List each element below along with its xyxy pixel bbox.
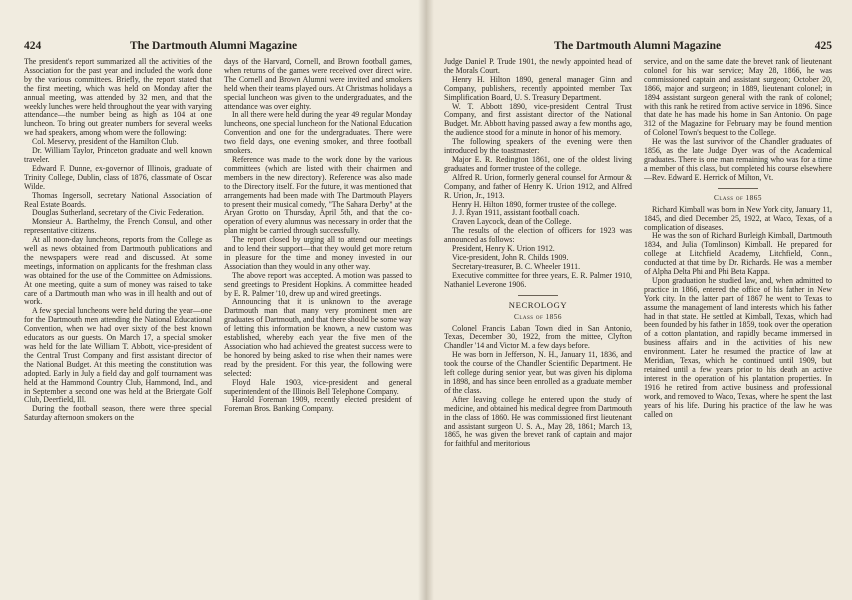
paragraph: Craven Laycock, dean of the College.	[452, 217, 572, 227]
left-column-2	[224, 58, 412, 592]
paragraph: Colonel Francis Laban Town died in San Antonio, Texas, December 30, 1922, from the mittee, Clyfton Chandler '14 and Victor M. a few days before.	[444, 323, 632, 351]
left-column-1	[24, 58, 212, 592]
paragraph: Major E. R. Redington 1861, one of the oldest living graduates and former trustee of the college.	[444, 154, 632, 173]
paragraph: Judge Daniel P. Trude 1901, the newly appointed head of the Morals Court.	[444, 58, 632, 75]
paragraph: days of the Harvard, Cornell, and Brown football games, when returns of the games were received over direct wire. The Cornell and Brown Alumni were invited and smokers held when their teams played ours. At Christmas holidays a special luncheon was given to the undergraduates, and the attendance was over eighty.	[224, 58, 412, 111]
paragraph: The following speakers of the evening were then introduced by the toastmaster:	[444, 137, 632, 156]
paragraph: Richard Kimball was born in New York city, January 11, 1845, and died December 25, 1922, at Waco, Texas, of a complication of diseases.	[644, 204, 832, 232]
paragraph: He was the son of Richard Burleigh Kimball, Dartmouth 1834, and Julia (Tomlinson) Kimball. He prepared for college at Litchfield Academy, Litchfield, Conn., conducted at that time by Dr. Richards. He was a member of Alpha Delta Phi and Phi Beta Kappa.	[644, 231, 832, 277]
paragraph: During the football season, there were three special Saturday afternoon smokers on the	[24, 404, 212, 423]
paragraph: The above report was accepted. A motion was passed to send greetings to President Hopkins. A committee headed by E. R. Palmer '10, drew up and wired greetings.	[224, 270, 412, 298]
class-1856-heading: Class of 1856	[514, 312, 562, 321]
paragraph: Vice-president, John R. Childs 1909.	[452, 252, 569, 262]
paragraph: Upon graduation he studied law, and, when admitted to practice in 1866, entered the office of his father in New York city. In the latter part of 1867 he went to Texas to assume the management of land interests which his father had in that state. He settled at Kimball, Texas, which had been founded by his father in 1859, took over the operation of a cotton plantation, and rapidly became immersed in business affairs and in the activities of his new environment. Later he resumed the practice of law at Meridian, Texas, which he continued until 1909, but retained until a few years prior to his death an active interest in the operation of his plantation properties. In 1916 he retired from active business and professional work, and removed to Waco, Texas, where he spent the last years of his life. During his practice of the law he was called on	[644, 275, 832, 419]
paragraph: Edward F. Dunne, ex-governor of Illinois, graduate of Trinity College, Dublin, class of 1876, classmate of Oscar Wilde.	[24, 163, 212, 191]
paragraph: Dr. William Taylor, Princeton graduate and well known traveler.	[24, 146, 212, 164]
paragraph: service, and on the same date the brevet rank of lieutenant colonel for his war service; May 28, 1866, he was commissioned captain and assistant surgeon; October 20, 1866, major and surgeon; in 1889, lieutenant colonel; in 1894 assistant surgeon general with the rank of colonel; with this rank he retired from active service in 1896. Since that date he has made his home in San Antonio. On page 312 of the Magazine for February may be found mention of Colonel Town's bequest to the College.	[644, 58, 832, 138]
paragraph: Douglas Sutherland, secretary of the Civic Federation.	[32, 208, 204, 218]
paragraph: Col. Meservy, president of the Hamilton Club.	[32, 137, 179, 147]
paragraph: Announcing that it is unknown to the average Dartmouth man that many very prominent men are graduates of Dartmouth, and that there should be some way of letting this information be known, a new custom was established, whereby each year the five men of the Association who had achieved the greatest success were to be honored by being asked to rise when their names were read by the president. For this year, the following were selected:	[224, 297, 412, 378]
paragraph: J. J. Ryan 1911, assistant football coach.	[452, 208, 580, 218]
paragraph: W. T. Abbott 1890, vice-president Central Trust Company, and first assistant director of the National Budget. Mr. Abbott having passed away a few months ago, the audience stood for a minute in honor of his memory.	[444, 101, 632, 138]
right-page	[426, 0, 852, 600]
paragraph: After leaving college he entered upon the study of medicine, and obtained his medical degree from Dartmouth in the class of 1860. He was commissioned first lieutenant and assistant surgeon U. S. A., May 28, 1861; March 13, 1865, he was given the brevet rank of captain and major for faithful and meritorious	[444, 394, 632, 449]
left-page-number: 424	[24, 40, 42, 52]
paragraph: Alfred R. Urion, formerly general counsel for Armour & Company, and father of Henry K. Urion 1912, and Alfred R. Urion, Jr., 1913.	[444, 172, 632, 200]
paragraph: A few special luncheons were held during the year—one for the Dartmouth men attending the National Educational Convention, when we had over sixty of the best known educators as our guests. On March 17, a special smoker was held for the late William T. Abbott, vice-president of the Central Trust Company and first assistant director of the National Budget. At this meeting the constitution was adopted. Early in July a field day and golf tournament was held at the Hammond Country Club, Hammond, Ind., and in September a second one was held at the Briergate Golf Club, Deerfield, Ill.	[24, 306, 212, 405]
right-column-1	[444, 58, 632, 592]
paragraph: He was born in Jefferson, N. H., January 11, 1836, and took the course of the Chandler Scientific Department. He left college during senior year, but was given his diploma in 1898, and has since been enrolled as a graduate member of the class.	[444, 350, 632, 395]
paragraph: The report closed by urging all to attend our meetings and to lend their support—that they would get more return in pleasure for the time and money invested in our Association than they would in any other way.	[224, 235, 412, 271]
paragraph: Floyd Hale 1903, vice-president and general superintendent of the Illinois Bell Telephone Company.	[224, 377, 412, 396]
paragraph: Executive committee for three years, E. R. Palmer 1910, Nathaniel Leverone 1906.	[444, 270, 632, 289]
right-running-head: The Dartmouth Alumni Magazine	[554, 40, 722, 52]
book-gutter	[418, 0, 434, 600]
paragraph: Monsieur A. Barthelmy, the French Consul, and other representative citizens.	[24, 217, 212, 236]
paragraph: The president's report summarized all the activities of the Association for the past year and included the work done by the various committees. Briefly, the report stated that the first meeting, which was held on Monday after the annual meeting, was attended by 32 men, and that the weekly lunches were held throughout the year with varying attendance—the number being as high as 104 at one luncheon. To bring out greater numbers for several weeks we had speakers, among whom were the following:	[24, 58, 212, 138]
paragraph: He was the last survivor of the Chandler graduates of 1856, as the late Judge Dyer was of the Academical graduates. There is one man remaining who was for a time a member of this class, but completed his course elsewhere—Rev. Edward E. Herrick of Milton, Vt.	[644, 137, 832, 182]
right-page-number: 425	[814, 40, 832, 52]
necrology-heading: NECROLOGY	[508, 299, 568, 310]
paragraph: Harold Foreman 1909, recently elected president of Foreman Bros. Banking Company.	[224, 395, 412, 414]
right-column-2	[644, 58, 832, 592]
class-1865-heading: Class of 1865	[714, 193, 762, 202]
left-columns	[24, 58, 412, 592]
paragraph: In all there were held during the year 49 regular Monday luncheons, one special luncheon for the National Education Convention and one for the undergraduates. There were two field days, one evening smoker, and three football smokers.	[224, 110, 412, 156]
paragraph: Henry H. Hilton 1890, general manager Ginn and Company, publishers, recently appointed member Tax Simplification Board, U. S. Treasury Department.	[444, 74, 632, 102]
paragraph: Reference was made to the work done by the various committees (which are listed with their chairmen and members in the new directory). Reference was also made to the Directory itself. For the future, it was mentioned that arrangements had been made with The Dartmouth Players to present their musical comedy, "The Sahara Derby" at the Aryan Grotto on Thursday, April 5th, and that the co-operation of every alumnus was necessary in order that the plan might be carried through successfully.	[224, 154, 412, 236]
section-divider	[718, 188, 758, 189]
right-columns	[444, 58, 834, 592]
paragraph: At all noon-day luncheons, reports from the College as well as news obtained from Dartmouth publications and the newspapers were read and discussed. At some meetings, information on applicants for the freshman class was obtained for the use of the Committee on Admissions. At one meeting, quite a sum of money was raised to take care of a Dartmouth man who was in ill health and out of work.	[24, 235, 212, 307]
paragraph: President, Henry K. Urion 1912.	[452, 244, 555, 254]
left-running-head: The Dartmouth Alumni Magazine	[130, 40, 298, 52]
section-divider	[518, 295, 558, 296]
paragraph: The results of the election of officers for 1923 was announced as follows:	[444, 226, 632, 245]
paragraph: Thomas Ingersoll, secretary National Association of Real Estate Boards.	[24, 190, 212, 209]
paragraph: Henry H. Hilton 1890, former trustee of the college.	[452, 199, 617, 209]
paragraph: Secretary-treasurer, B. C. Wheeler 1911.	[452, 261, 581, 271]
